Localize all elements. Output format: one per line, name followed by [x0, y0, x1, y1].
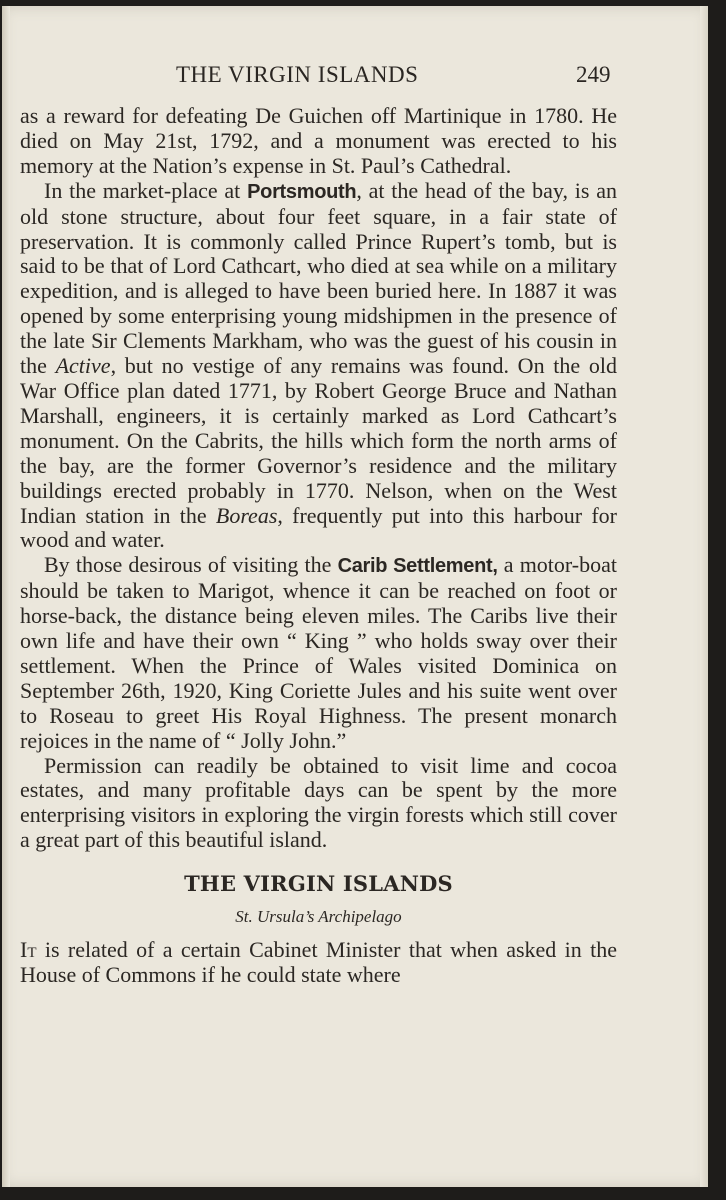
book-page [2, 6, 708, 1187]
paragraph-text: By those desirous of visiting the [44, 552, 338, 578]
running-head [2, 62, 708, 92]
place-name-carib-settlement: Carib Settlement, [337, 555, 498, 578]
page-edge [700, 6, 708, 1187]
paragraph-text: , but no vestige of any remains was found. On the old War Office plan dated 1771, by Robert George Bruce and Nathan Marshall, engineers, it is certainly marked as Lord Cathcart’s monument. On the Cabrits, the hills which form the north arms of the bay, are the former Governor’s residence and the military buildings erected probably in 1770. Nelson, when on the West Indian station in the [20, 353, 617, 528]
paragraph-text: , frequently put into this harbour for wood and water. [20, 502, 617, 553]
opening-word: It [20, 937, 37, 962]
paragraph-permission: Permission can readily be obtained to visit lime and cocoa estates, and many profitable days can be spent by the more enterprising visitors in exploring the virgin forests which still cover a great part of this beautiful island. [20, 752, 617, 853]
body-text [20, 104, 617, 988]
paragraph-carib-settlement [20, 553, 617, 753]
page-gutter [2, 6, 10, 1187]
ship-name-active: Active [55, 353, 111, 379]
paragraph-text: In the market-place at [44, 177, 248, 203]
page-number: 249 [576, 62, 611, 87]
section-subheading: St. Ursula’s Archipelago [235, 907, 402, 927]
place-name-portsmouth: Portsmouth [247, 180, 357, 203]
section-heading: THE VIRGIN ISLANDS [184, 871, 453, 897]
running-head-title: THE VIRGIN ISLANDS [176, 62, 419, 87]
paragraph-text: a motor-boat should be taken to Marigot, whence it can be reached on foot or horse-back, the distance being eleven miles. The Caribs live their own life and have their own “ King ” who holds sway over their settlement. When the Prince of Wales visited Dominica on September 26th, 1920, King Coriette Jules and his suite went over to Roseau to greet His Royal Highness. The present monarch rejoices in the name of “ Jolly John.” [20, 552, 618, 753]
paragraph-section-opening [20, 938, 617, 988]
ship-name-boreas: Boreas [215, 502, 278, 528]
paragraph-portsmouth [20, 179, 617, 554]
paragraph-text: , at the head of the bay, is an old stone structure, about four feet square, in a fair state of preservation. It is commonly called Prince Rupert’s tomb, but is said to be that of Lord Cathcart, who died at sea while on a military expedition, and is alleged to have been buried here. In 1887 it was opened by some enterprising young midshipmen in the presence of the late Sir Clements Markham, who was the guest of his cousin in the [20, 177, 617, 379]
paragraph-continued: as a reward for defeating De Guichen off Martinique in 1780. He died on May 21st, 1792, and a monument was erected to his memory at the Nation’s expense in St. Paul’s Cathedral. [20, 103, 617, 178]
paragraph-text: is related of a certain Cabinet Minister that when asked in the House of Commons if he could state where [20, 937, 617, 987]
